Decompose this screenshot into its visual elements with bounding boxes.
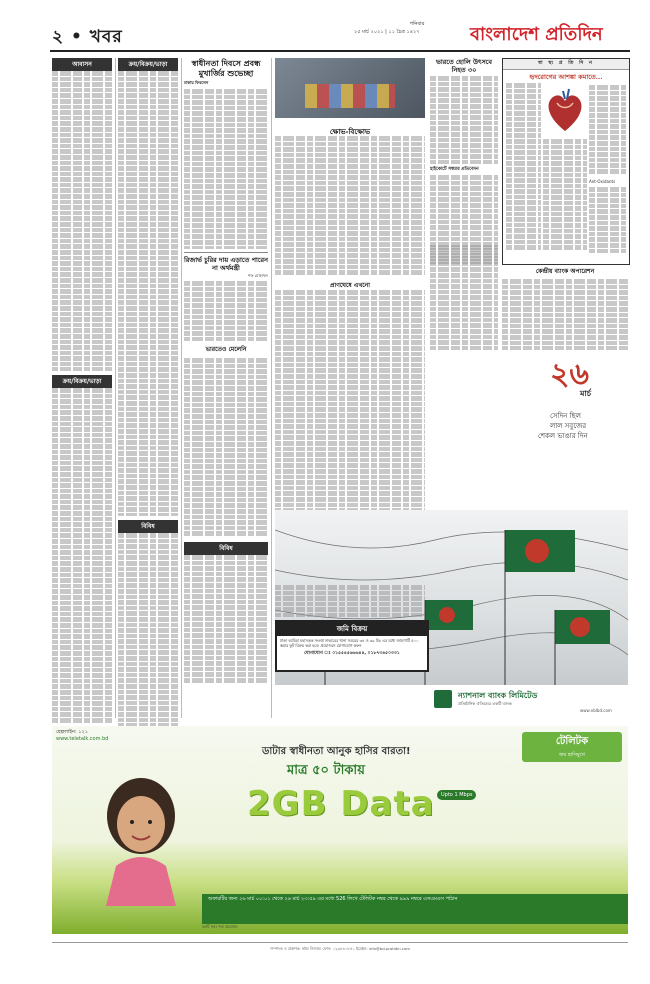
article-body <box>184 281 268 341</box>
classified-text <box>52 71 112 371</box>
story-bank <box>502 266 628 359</box>
land-ad-phone: যোগাযোগ ঃ ০১৫৫৪৫৬৬৬৪৪, ০১৮৭৩৪৫০৩৩১ <box>304 651 400 656</box>
date-line: ২৫ মার্চ ২০২১ | ১১ চৈত্র ১৪২৭ <box>354 29 420 35</box>
weekday: শনিবার <box>410 21 425 27</box>
bank-logo-icon <box>434 690 452 708</box>
section-headline: প্রাণঘেষে এখনো <box>329 282 370 289</box>
section-head: ক্রয়/বিক্রয়/ভাড়া <box>118 58 178 71</box>
land-ad-title: জমি বিক্রয় <box>277 622 427 636</box>
health-headline: হৃদরোগের আশঙ্কা কমাতে... <box>529 73 603 81</box>
teletalk-headline: ডাটার স্বাধীনতা আনুক হাসির বারতা! <box>262 746 411 757</box>
classified-text <box>118 71 178 516</box>
classified-text <box>118 533 178 728</box>
teletalk-speed-badge: Upto 1 Mbps <box>437 790 476 800</box>
story-subhead: হাইকোর্টে সন্ধ্যার প্রতিবেদন <box>430 167 479 172</box>
article-body <box>589 85 626 175</box>
lead-column <box>184 58 268 685</box>
section-headline: ক্ষোভ-বিক্ষোভ <box>329 127 371 136</box>
column-divider <box>181 58 182 718</box>
teletalk-helpline: হেল্পলাইন: ১২১ <box>56 729 88 735</box>
girl-photo <box>66 756 216 906</box>
story-headline: ভারতে হোলি উৎসবে নিহত ৩০ <box>435 58 493 74</box>
article-body <box>275 136 425 276</box>
section-head: আবাসন <box>52 58 112 71</box>
teletalk-url: www.teletalk.com.bd <box>56 736 109 742</box>
lead-subhead: ঢাকায় ফিরলেন <box>184 80 209 85</box>
ad-line-2: লাল সবুজের <box>550 422 587 430</box>
ad-line-1: সেদিন ছিল <box>550 412 582 420</box>
land-ad-body: ঢাকা আরিচা মহাসড়ক সংলগ্ন সাভারের থানা সদ্ররের ৩৪ ও ৩৯ মিঃ এর মধ্যে জায়গাটি ৫০০ স্কয়ার ফুট বিক্রয় করা হবে। প্রয়োজনে যোগাযোগ করুন <box>280 638 419 648</box>
teletalk-footer: ভ্যাট সহ। শর্ত প্রযোজ্য <box>202 924 238 929</box>
teletalk-offer-strip: অফারটির জন্য ২৬ মার্চ ০০:০১ থেকে ২৬ মার্চ ২৩:৫৯ এর মধ্যে 526 লিখে টেলিটক নম্বর থেকে ৯৯৯ নম্বরে এসএমএস পাঠান <box>202 894 628 924</box>
byline: শফ মোহাম্মদ <box>248 273 268 278</box>
section-head: বিবিধ <box>184 542 268 555</box>
article-body <box>184 89 268 249</box>
classifieds-col-2 <box>118 58 178 728</box>
article-body <box>275 585 425 617</box>
teletalk-price: মাত্র ৫০ টাকায় <box>287 763 365 778</box>
ad-month: মার্চ <box>580 389 592 398</box>
news-photo <box>275 58 425 118</box>
land-ad <box>275 620 429 672</box>
article-body <box>502 279 628 359</box>
article-body <box>589 187 626 257</box>
column-divider <box>271 58 272 718</box>
footer-credit: সম্পাদক ও প্রকাশক: নঈম নিজাম। ফোন: ০২৯৮৪০৮৪১ ইমেইল: info@bd-pratidin.com <box>269 946 411 951</box>
bank-name: ন্যাশনাল ব্যাংক লিমিটেড <box>458 691 538 700</box>
story-headline: ভারতেও মেলেনি <box>205 346 247 353</box>
teletalk-brand: টেলিটক <box>555 736 589 747</box>
teletalk-ad <box>52 726 628 934</box>
teletalk-logo <box>522 732 622 762</box>
story-headline: রিজার্ভ চুরির দায় এড়াতে পারেন না অর্থমন্ত্রী <box>184 256 269 272</box>
bank-subtitle: প্রতিষ্ঠানিক ঐতিহ্যের একটি ব্যাংক <box>458 701 512 706</box>
article-body <box>430 76 498 164</box>
header-rule <box>50 50 630 52</box>
article-body <box>184 358 268 538</box>
section-head: ক্রয়/বিক্রয়/ভাড়া <box>52 375 112 388</box>
footer-rule <box>52 942 628 943</box>
story-headline: কেন্দ্রীয় ব্যাংক অপারেশন <box>535 268 595 275</box>
article-body <box>543 139 587 254</box>
classified-text <box>52 388 112 733</box>
classified-text <box>184 555 268 685</box>
masthead-logo: বাংলাদেশ প্রতিদিন <box>470 24 603 45</box>
ad-line-3: শেকল ভাঙার দিন <box>538 432 588 440</box>
section-head: বিবিধ <box>118 520 178 533</box>
photo-placards <box>305 84 395 108</box>
ad-big-number: ২৬ <box>550 357 590 392</box>
classifieds-col-1 <box>52 58 112 733</box>
column-divider <box>115 58 116 718</box>
heart-illustration <box>543 85 587 135</box>
lead-headline: স্বাধীনতা দিবসে প্রবন্ধ মুখার্জির শুভেচ্ছা <box>191 58 261 78</box>
heart-label: Ant-Oxidants <box>589 179 616 184</box>
section-head: স্বা স্থ্য প্র তি দি ন <box>503 59 629 70</box>
teletalk-tagline: জয় হাসিমুখে <box>559 752 585 758</box>
bank-url: www.nblbd.com <box>580 708 612 713</box>
story-holi <box>430 58 498 265</box>
page-number: ২ • খবর <box>52 27 123 47</box>
teletalk-data-amount: 2GB Data <box>247 784 435 824</box>
article-body <box>506 83 541 253</box>
health-box <box>502 58 630 265</box>
bank-logo-area <box>430 688 628 716</box>
photo-caption-line <box>275 120 425 125</box>
